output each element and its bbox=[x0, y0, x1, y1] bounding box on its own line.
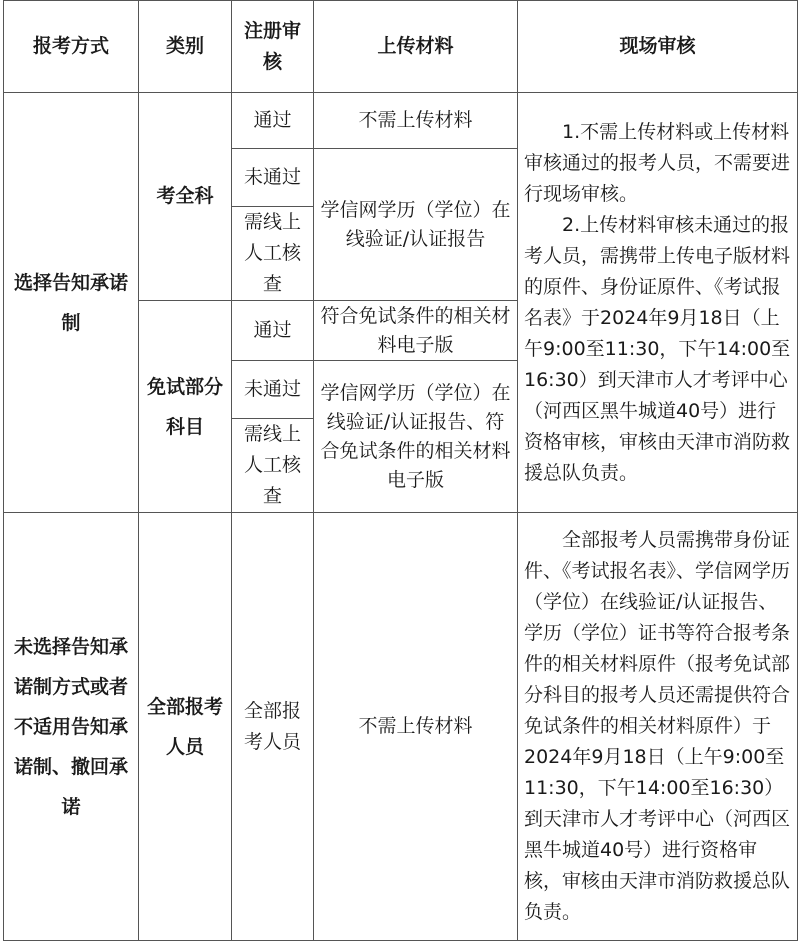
materials-exempt: 符合免试条件的相关材料电子版 bbox=[314, 301, 518, 361]
review-fail: 未通过 bbox=[232, 361, 314, 419]
onsite-paragraph-1: 1.不需上传材料或上传材料审核通过的报考人员，不需要进行现场审核。 bbox=[524, 120, 791, 205]
review-manual: 需线上人工核查 bbox=[232, 207, 314, 301]
header-row bbox=[4, 1, 798, 93]
review-all: 全部报考人员 bbox=[232, 513, 314, 941]
materials-degree-report: 学信网学历（学位）在线验证/认证报告 bbox=[314, 149, 518, 301]
table-row bbox=[4, 93, 798, 149]
header-onsite-review: 现场审核 bbox=[518, 1, 798, 93]
materials-degree-exempt: 学信网学历（学位）在线验证/认证报告、符合免试条件的相关材料电子版 bbox=[314, 361, 518, 513]
materials-none: 不需上传材料 bbox=[314, 93, 518, 149]
materials-none: 不需上传材料 bbox=[314, 513, 518, 941]
header-category: 类别 bbox=[139, 1, 232, 93]
review-fail: 未通过 bbox=[232, 149, 314, 207]
header-mode: 报考方式 bbox=[4, 1, 139, 93]
review-pass: 通过 bbox=[232, 301, 314, 361]
category-all: 全部报考人员 bbox=[139, 513, 232, 941]
onsite-paragraph-2: 2.上传材料审核未通过的报考人员，需携带上传电子版材料的原件、身份证原件、《考试报名表》于2024年9月18日（上午9:00至11:30，下午14:00至16:30）到天津市人才考评中心（河西区黑牛城道40号）进行资格审核，审核由天津市消防救援总队负责。 bbox=[524, 213, 791, 484]
onsite-paragraph: 全部报考人员需携带身份证件、《考试报名表》、学信网学历（学位）在线验证/认证报告、学历（学位）证书等符合报考条件的相关材料原件（报考免试部分科目的报考人员还需提供符合免试条件的相关材料原件）于2024年9月18日（上午9:00至11:30，下午14:00至16:30）到天津市人才考评中心（河西区黑牛城道40号）进行资格审核，审核由天津市消防救援总队负责。 bbox=[524, 529, 791, 923]
review-manual: 需线上人工核查 bbox=[232, 419, 314, 513]
category-full: 考全科 bbox=[139, 93, 232, 301]
table-row bbox=[4, 513, 798, 941]
onsite-review-text bbox=[518, 93, 798, 513]
header-registration-review: 注册审核 bbox=[232, 1, 314, 93]
onsite-review-all bbox=[518, 513, 798, 941]
mode-commitment: 选择告知承诺制 bbox=[4, 93, 139, 513]
header-upload-materials: 上传材料 bbox=[314, 1, 518, 93]
mode-no-commitment: 未选择告知承诺制方式或者不适用告知承诺制、撤回承诺 bbox=[4, 513, 139, 941]
review-pass: 通过 bbox=[232, 93, 314, 149]
exam-review-table bbox=[3, 0, 798, 941]
category-exempt: 免试部分科目 bbox=[139, 301, 232, 513]
